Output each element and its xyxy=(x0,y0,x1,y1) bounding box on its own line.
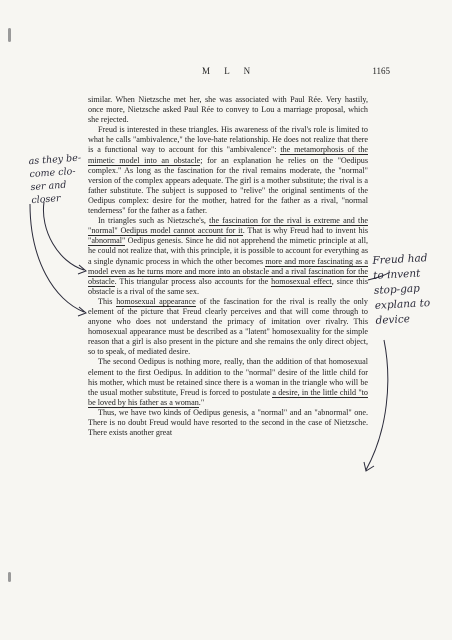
underlined-phrase: more and more fascinating as a model even as he turns more and more into an obstacle and a rival fascination for the obstacle xyxy=(88,256,368,286)
text-run: In triangles such as Nietzsche's, xyxy=(98,216,210,226)
text-run: The second Oedipus is nothing more, really, than the addition of that homosexual element to the first Oedipus. In addition to the "normal" desire of the little child for his mother, which must be retained since there is a woman in the triangle who will be the usual mother substitute, Freud is forced to postulate xyxy=(88,357,368,397)
text-run: Freud is interested in these triangles. His awareness of the rival's role is limited to what he calls "ambivalence," the love-hate relationship. He does not realize that there is a functional way to account for this "ambivalence": xyxy=(88,125,368,155)
text-run: ; for an explanation he relies on the "Oedipus complex." As long as the fascination for the rival remains moderate, the "normal" version of the complex appears adequate. The girl is a mother substitute; the rival is a father substitute. The subject is supposed to "relive" the original sentiments of the Oedipus complex: desire for the mother, hatred for the father as a rival, "normal tenderness" for the father as a father. xyxy=(88,155,368,216)
bracket-arrow-lower xyxy=(30,204,84,312)
text-run: , since this obstacle is a rival of the same sex. xyxy=(88,276,369,296)
right-margin-bracket xyxy=(366,340,388,470)
underlined-phrase: "abnormal" xyxy=(88,236,126,246)
text-run: This xyxy=(98,296,117,306)
underlined-phrase: homosexual appearance xyxy=(116,296,196,306)
page-number: 1165 xyxy=(372,66,390,76)
underlined-phrase: homosexual effect xyxy=(271,276,332,286)
text-run: . This triangular process also accounts for the xyxy=(114,276,272,286)
text-run: . That is why Freud had to invent his xyxy=(242,226,369,236)
underlined-phrase: a desire, in the little child "to be loved by his father as a woman xyxy=(88,387,368,407)
handwritten-note-left: as they be- come clo- ser and closer xyxy=(28,152,82,207)
text-run: Oedipus genesis. Since he did not apprehend the mimetic principle at all, he could not realize that, with this principle, it is possible to account for everything as a single dynamic process in which the other becomes xyxy=(88,236,368,266)
text-run: ." xyxy=(198,397,205,407)
text-run: of the fascination for the rival is really the only element of the picture that Freud clearly perceives and that will come through to anyone who does not understand the primacy of imitation over rivalry. This homosexual appearance must be described as a "latent" homosexuality for the simple reason that a girl is also present in the picture and she remains the only direct object, so to speak, of mediated desire. xyxy=(88,296,368,357)
bracket-arrow-upper xyxy=(43,202,84,270)
text-run: Thus, we have two kinds of Oedipus genesis, a "normal" and an "abnormal" one. There is no doubt Freud would have resorted to the second in the case of Nietzsche. There exists another great xyxy=(88,407,368,438)
handwritten-note-right: Freud had to invent stop-gap explana to device xyxy=(372,252,431,327)
journal-title: M L N xyxy=(202,66,257,76)
text-run: similar. When Nietzsche met her, she was associated with Paul Rée. Very hastily, once more, Nietzsche asked Paul Rée to convey to Lou a marriage proposal, which she rejected. xyxy=(88,95,368,125)
underlined-phrase: the metamorphosis of the mimetic model into an obstacle xyxy=(88,145,368,165)
underlined-phrase: the fascination for the rival is extreme and the "normal" Oedipus model cannot account for it xyxy=(88,216,368,236)
underline-extension-stroke xyxy=(368,272,390,280)
